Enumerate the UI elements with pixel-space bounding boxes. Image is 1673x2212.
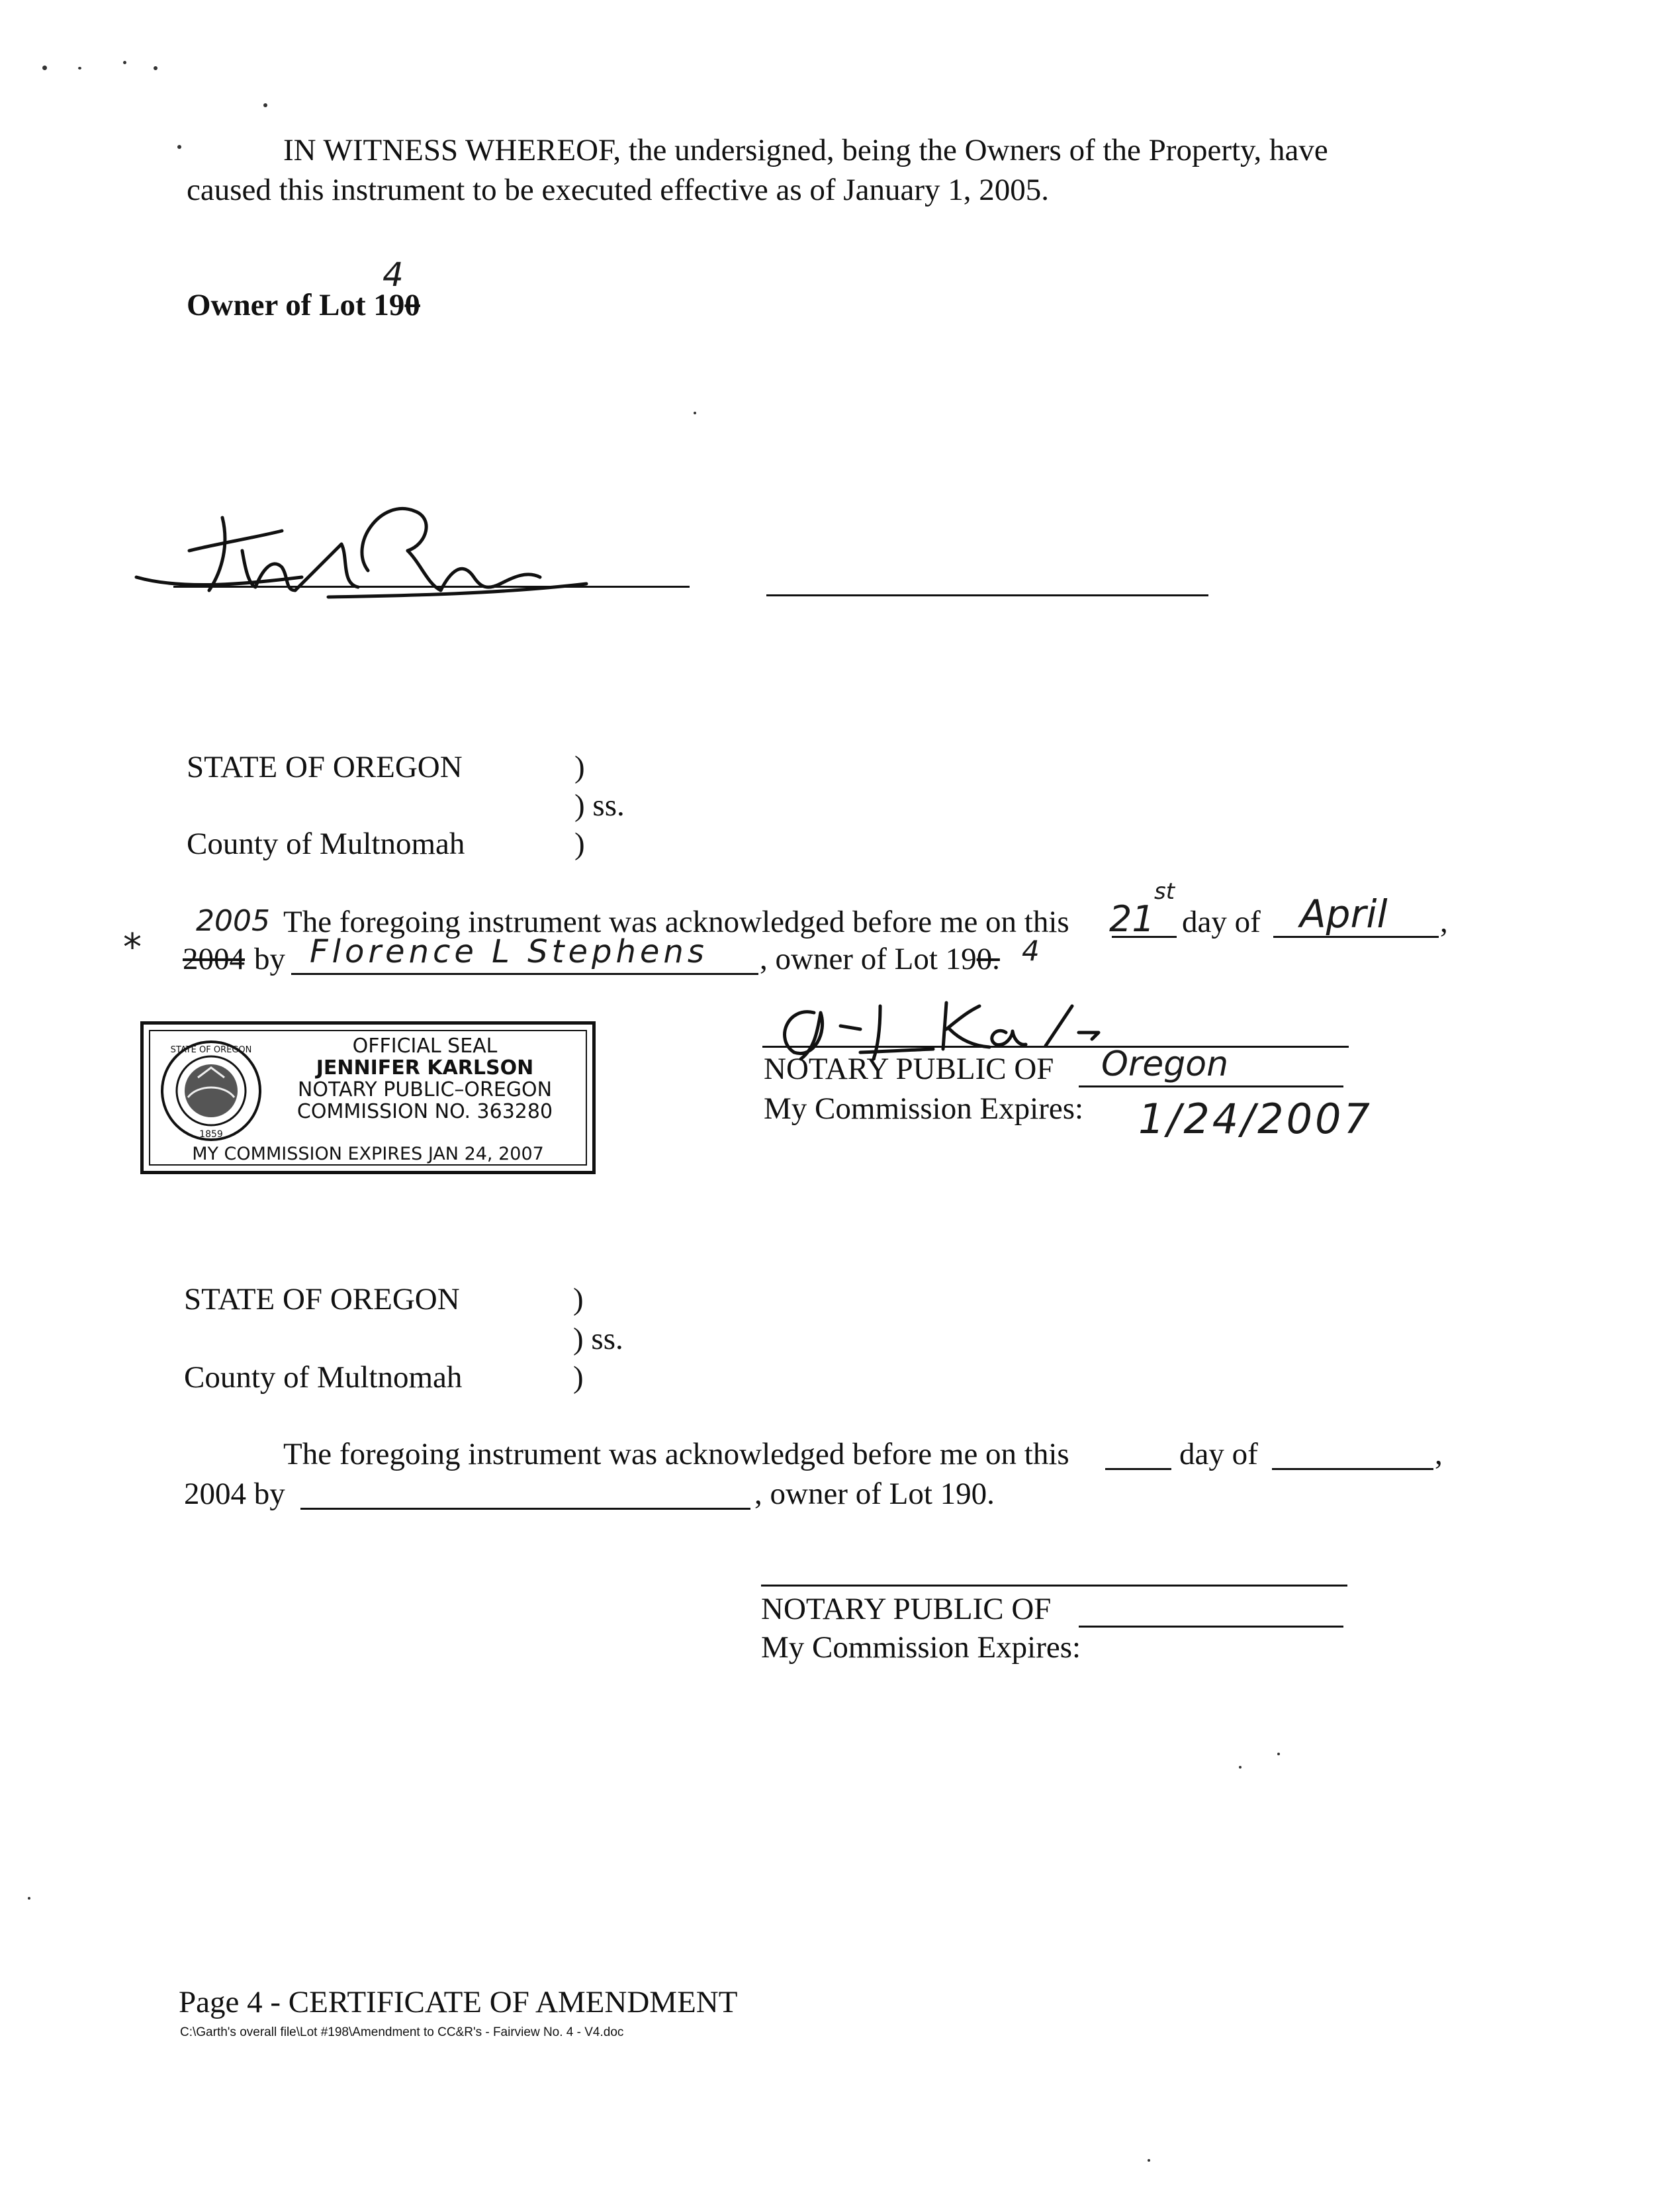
footer-page-label: Page 4 - CERTIFICATE OF AMENDMENT xyxy=(179,1985,738,2019)
block1-notary-signature-line xyxy=(762,1046,1349,1048)
block2-county: County of Multnomah xyxy=(184,1360,463,1395)
block1-state: STATE OF OREGON xyxy=(187,750,463,784)
scan-speck xyxy=(1277,1753,1280,1755)
block1-notary-public-of: NOTARY PUBLIC OF xyxy=(764,1052,1054,1086)
block2-month-blank[interactable] xyxy=(1272,1468,1433,1470)
owner-heading xyxy=(187,290,420,321)
scan-speck xyxy=(694,412,696,414)
block1-year-handwritten: 2005 xyxy=(196,904,270,938)
block1-lot-handwritten: 4 xyxy=(1022,935,1040,967)
scan-speck xyxy=(263,103,267,107)
block1-day-suffix: st xyxy=(1154,878,1175,905)
seal-expiration: MY COMMISSION EXPIRES JAN 24, 2007 xyxy=(192,1144,544,1164)
block1-name-blank[interactable] xyxy=(291,973,758,975)
footer-file-path: C:\Garth's overall file\Lot #198\Amendment to CC&R's - Fairview No. 4 - V4.doc xyxy=(180,2025,624,2039)
block1-lot-struck: 0. xyxy=(976,942,1000,976)
block2-day-blank[interactable] xyxy=(1105,1468,1171,1470)
block1-notary-state-value: Oregon xyxy=(1101,1044,1229,1084)
block2-commission-expires: My Commission Expires: xyxy=(761,1630,1081,1665)
block1-day-value: 21 xyxy=(1109,898,1155,940)
block1-day-blank[interactable] xyxy=(1112,936,1177,938)
scan-speck xyxy=(28,1897,30,1900)
seal-title: OFFICIAL SEAL xyxy=(352,1035,498,1058)
block2-ss: ) ss. xyxy=(573,1322,623,1356)
block2-year-by: 2004 by xyxy=(184,1477,285,1511)
seal-commission-number: COMMISSION NO. 363280 xyxy=(296,1100,553,1123)
seal-notary-name: JENNIFER KARLSON xyxy=(316,1056,534,1080)
block1-paren-3: ) xyxy=(574,827,585,861)
block2-notary-public-of: NOTARY PUBLIC OF xyxy=(761,1592,1052,1626)
official-notary-seal xyxy=(140,1021,596,1174)
block1-month-blank[interactable] xyxy=(1273,936,1439,938)
block1-sentence-start: The foregoing instrument was acknowledged before me on this xyxy=(283,905,1069,939)
block1-owner-of-lot xyxy=(760,944,1000,975)
block1-day-of: day of xyxy=(1182,905,1261,939)
block2-notary-signature-line[interactable] xyxy=(761,1585,1347,1587)
block2-sentence-start: The foregoing instrument was acknowledged before me on this xyxy=(283,1437,1069,1471)
scan-speck xyxy=(1148,2159,1150,2162)
block1-commission-expires: My Commission Expires: xyxy=(764,1091,1084,1126)
scan-speck xyxy=(78,67,81,69)
block2-owner-of-lot: , owner of Lot 190. xyxy=(754,1477,995,1511)
witness-paragraph-line-1: IN WITNESS WHEREOF, the undersigned, being the Owners of the Property, have xyxy=(283,133,1328,167)
block2-day-of: day of xyxy=(1179,1437,1258,1471)
owner-signature xyxy=(130,478,699,623)
emblem-top-text: STATE OF OREGON xyxy=(170,1045,252,1055)
owner-heading-struck-digit: 0 xyxy=(404,288,420,322)
block1-owner-of-lot-text: , owner of Lot 19 xyxy=(760,942,977,976)
emblem-year-text: 1859 xyxy=(199,1129,223,1140)
scan-speck xyxy=(1239,1766,1242,1769)
block1-commission-date-value: 1/24/2007 xyxy=(1138,1095,1373,1143)
block2-paren-1: ) xyxy=(573,1282,584,1316)
seal-notary-public: NOTARY PUBLIC–OREGON xyxy=(297,1078,553,1101)
owner-heading-handwritten-digit: 4 xyxy=(383,255,404,294)
block2-notary-state-blank[interactable] xyxy=(1079,1626,1343,1628)
scan-speck xyxy=(42,66,47,70)
second-owner-signature-line[interactable] xyxy=(766,594,1208,596)
seal-text-block xyxy=(269,1035,580,1123)
block1-notary-state-blank[interactable] xyxy=(1079,1085,1343,1087)
block2-comma: , xyxy=(1435,1437,1443,1471)
block1-by: by xyxy=(254,942,285,976)
scan-speck xyxy=(123,61,126,64)
block2-name-blank[interactable] xyxy=(300,1508,750,1510)
block1-ss: ) ss. xyxy=(574,788,625,823)
witness-paragraph-line-2: caused this instrument to be executed effective as of January 1, 2005. xyxy=(187,173,1049,207)
block1-name-value: Florence L Stephens xyxy=(310,933,708,970)
owner-signature-line xyxy=(173,586,690,588)
block1-comma: , xyxy=(1440,905,1448,939)
block1-asterisk-mark: * xyxy=(123,926,142,969)
block1-year-struck: 2004 xyxy=(183,942,245,976)
oregon-state-seal-emblem xyxy=(158,1038,264,1144)
block1-county: County of Multnomah xyxy=(187,827,465,861)
owner-heading-prefix: Owner of Lot 19 xyxy=(187,288,405,322)
block2-paren-3: ) xyxy=(573,1360,584,1395)
block2-state: STATE OF OREGON xyxy=(184,1282,460,1316)
scan-speck xyxy=(177,145,181,149)
block1-month-value: April xyxy=(1300,892,1388,937)
scan-speck xyxy=(154,66,158,70)
block1-paren-1: ) xyxy=(574,750,585,784)
